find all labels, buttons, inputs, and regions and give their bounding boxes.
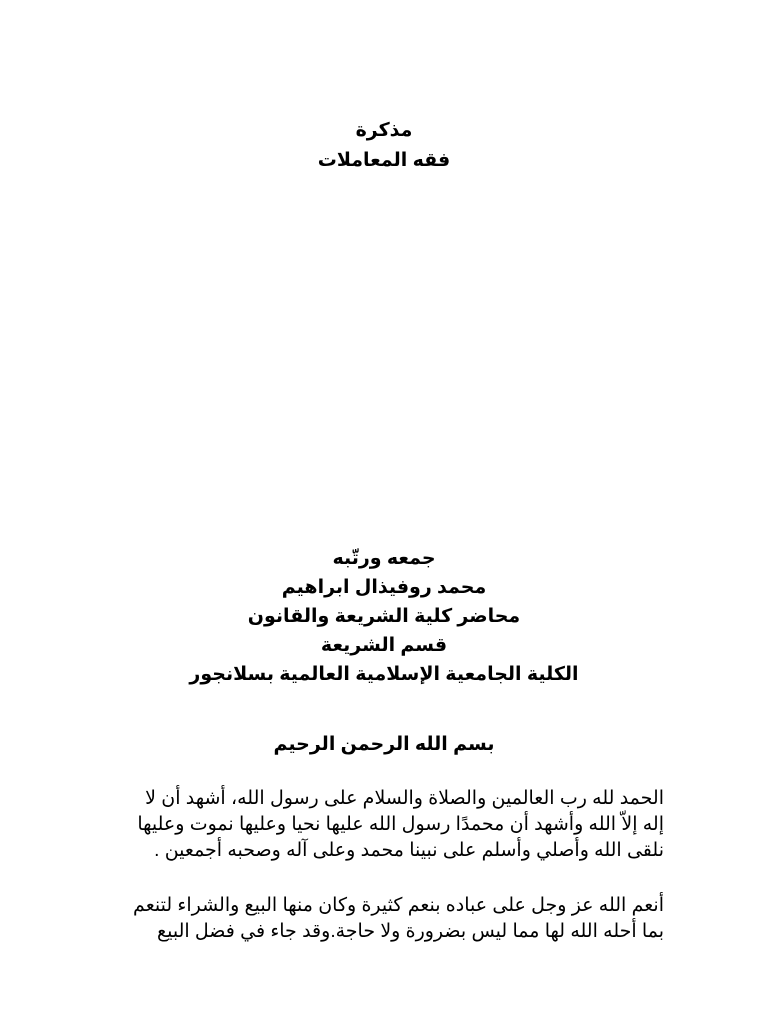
- author-name: محمد روفيذال ابراهيم: [281, 577, 487, 598]
- author-department: قسم الشريعة: [320, 635, 448, 656]
- author-position: محاضر كلية الشريعة والقانون: [247, 606, 521, 627]
- paragraph-line: أنعم الله عز وجل على عباده بنعم كثيرة وكان منها البيع والشراء لتنعم: [133, 895, 664, 916]
- title-block: [0, 116, 768, 176]
- paragraph-line: بما أحله الله لها مما ليس بضرورة ولا حاجة.وقد جاء في فضل البيع: [156, 921, 664, 942]
- paragraph-line: إله إلاّ الله وأشهد أن محمدًا رسول الله عليها نحيا وعليها نموت وعليها: [137, 814, 664, 835]
- paragraph-body: [72, 893, 664, 945]
- paragraph-line: الحمد لله رب العالمين والصلاة والسلام على رسول الله، أشهد أن لا: [145, 788, 664, 809]
- memo-title: مذكرة: [355, 120, 413, 141]
- author-institution: الكلية الجامعية الإسلامية العالمية بسلانجور: [189, 664, 579, 685]
- compiled-by-label: جمعه ورتّبه: [332, 548, 436, 569]
- basmala-heading: بسم الله الرحمن الرحيم: [273, 734, 495, 755]
- paragraph-line: نلقى الله وأصلي وأسلم على نبينا محمد وعلى آله وصحبه أجمعين .: [154, 840, 664, 861]
- subject-title: فقه المعاملات: [317, 150, 451, 171]
- paragraph-intro: [72, 786, 664, 864]
- author-block: [0, 544, 768, 689]
